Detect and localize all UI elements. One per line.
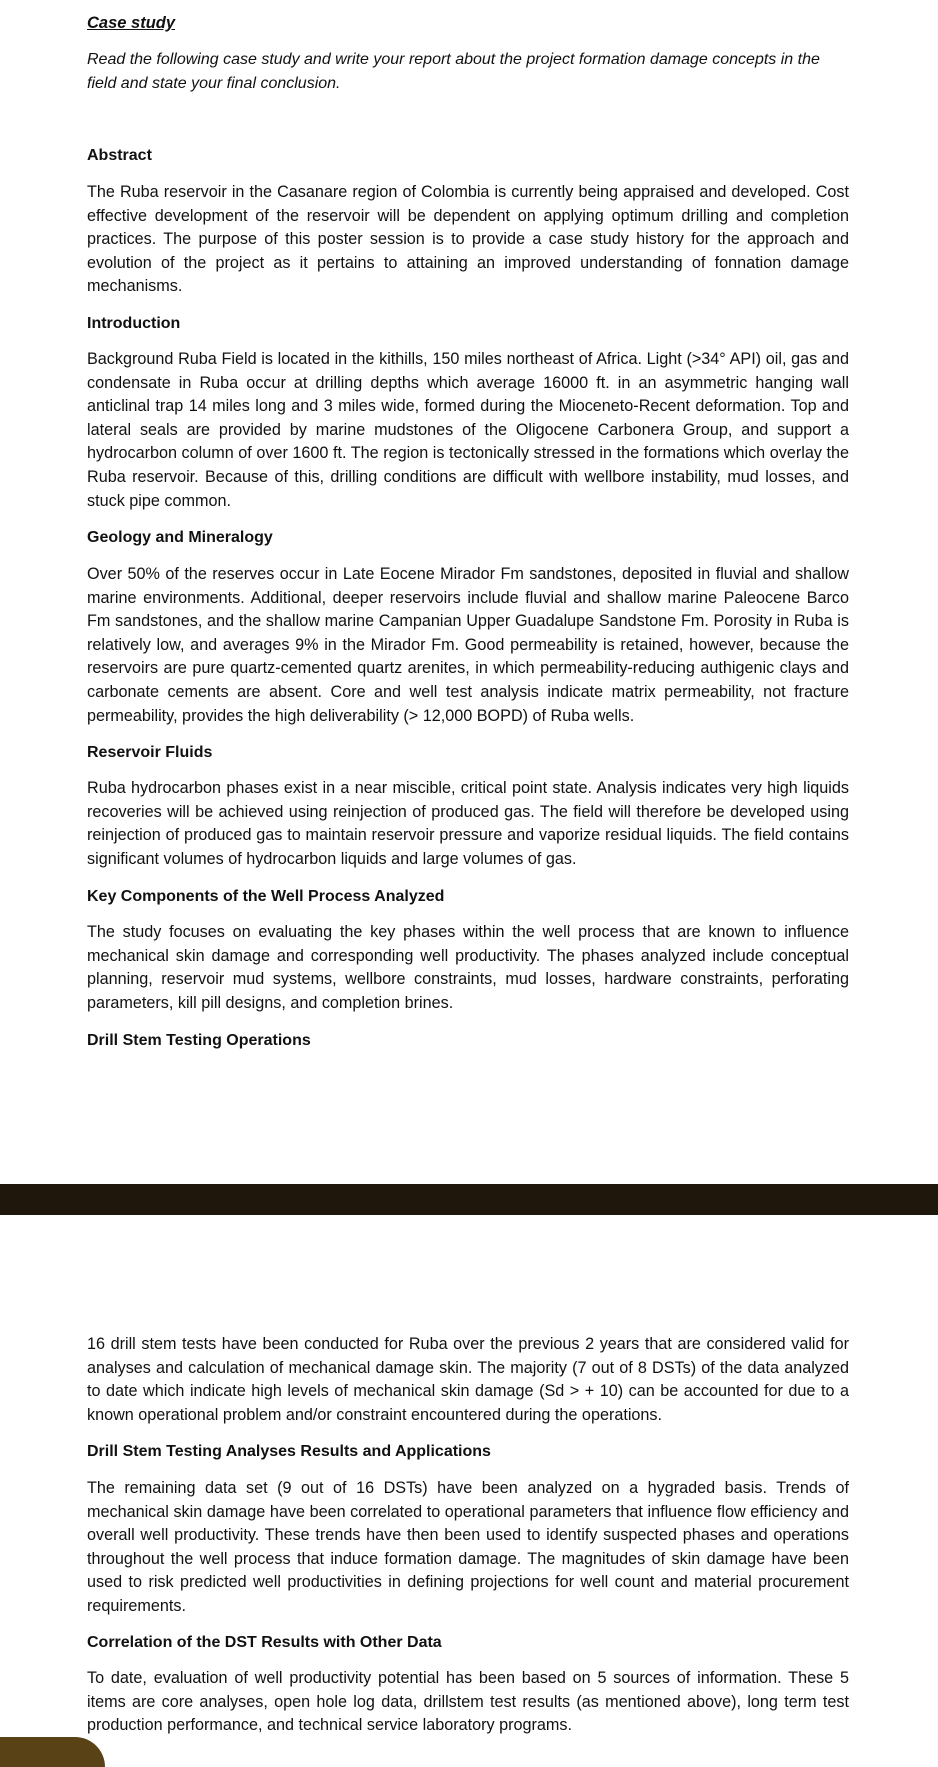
abstract-heading: Abstract: [87, 147, 152, 164]
geology-paragraph: Over 50% of the reserves occur in Late Eocene Mirador Fm sandstones, deposited in fluvial and shallow marine environments. Additional, deeper reservoirs include fluvial and shallow marine Paleocene Barco Fm sandstones, and the shallow marine Campanian Upper Guadalupe Sandstone Fm. Porosity in Ruba is relatively low, and averages 9% in the Mirador Fm. Good permeability is retained, however, because the reservoirs are pure quartz-cemented quartz arenites, in which permeability-reducing authigenic clays and carbonate cements are absent. Core and well test analysis indicate matrix permeability, not fracture permeability, provides the high deliverability (> 12,000 BOPD) of Ruba wells.: [87, 565, 849, 725]
key-components-paragraph: The study focuses on evaluating the key phases within the well process that are known to influence mechanical skin damage and corresponding well productivity. The phases analyzed include conceptual planning, reservoir mud systems, wellbore constraints, mud losses, hardware constraints, perforating parameters, kill pill designs, and completion brines.: [87, 923, 849, 1012]
dark-page-divider: [0, 1184, 938, 1215]
geology-heading: Geology and Mineralogy: [87, 529, 273, 546]
dst-results-paragraph: The remaining data set (9 out of 16 DSTs) have been analyzed on a hygraded basis. Trends of mechanical skin damage have been correlated to operational parameters that influence flow efficiency and overall well productivity. These trends have then been used to identify suspected phases and operations throughout the well process that induce formation damage. The magnitudes of skin damage have been used to risk predicted well productivities in defining projections for well count and material procurement requirements.: [87, 1479, 849, 1615]
dst-operations-heading: Drill Stem Testing Operations: [87, 1032, 311, 1049]
correlation-paragraph: To date, evaluation of well productivity potential has been based on 5 sources of information. These 5 items are core analyses, open hole log data, drillstem test results (as mentioned above), long term test production performance, and technical service laboratory programs.: [87, 1669, 849, 1735]
corner-tab-decoration: [0, 1737, 105, 1767]
key-components-heading: Key Components of the Well Process Analyzed: [87, 888, 445, 905]
reservoir-fluids-heading: Reservoir Fluids: [87, 744, 213, 761]
introduction-heading: Introduction: [87, 315, 181, 332]
reservoir-fluids-paragraph: Ruba hydrocarbon phases exist in a near miscible, critical point state. Analysis indicates very high liquids recoveries will be achieved using reinjection of produced gas. The field will therefore be developed using reinjection of produced gas to maintain reservoir pressure and vaporize residual liquids. The field contains significant volumes of hydrocarbon liquids and large volumes of gas.: [87, 779, 849, 868]
correlation-heading: Correlation of the DST Results with Other Data: [87, 1634, 442, 1651]
case-study-instructions: Read the following case study and write your report about the project formation damage concepts in the field and state your final conclusion.: [87, 51, 820, 92]
introduction-paragraph: Background Ruba Field is located in the kithills, 150 miles northeast of Africa. Light (>34° API) oil, gas and condensate in Ruba occur at drilling depths which average 16000 ft. in an asymmetric hanging wall anticlinal trap 14 miles long and 3 miles wide, formed during the Mioceneto-Recent deformation. Top and lateral seals are provided by marine mudstones of the Oligocene Carbonera Group, and support a hydrocarbon column of over 1600 ft. The region is tectonically stressed in the formations which overlay the Ruba reservoir. Because of this, drilling conditions are difficult with wellbore instability, mud losses, and stuck pipe common.: [87, 350, 849, 510]
case-study-title: Case study: [87, 14, 176, 32]
dst-operations-paragraph: 16 drill stem tests have been conducted for Ruba over the previous 2 years that are considered valid for analyses and calculation of mechanical damage skin. The majority (7 out of 8 DSTs) of the data analyzed to date which indicate high levels of mechanical skin damage (Sd > + 10) can be accounted for due to a known operational problem and/or constraint encountered during the operations.: [87, 1335, 849, 1424]
abstract-paragraph: The Ruba reservoir in the Casanare region of Colombia is currently being appraised and developed. Cost effective development of the reservoir will be dependent on applying optimum drilling and completion practices. The purpose of this poster session is to provide a case study history for the approach and evolution of the project as it pertains to attaining an improved understanding of fonnation damage mechanisms.: [87, 183, 849, 296]
dst-results-heading: Drill Stem Testing Analyses Results and Applications: [87, 1443, 491, 1460]
